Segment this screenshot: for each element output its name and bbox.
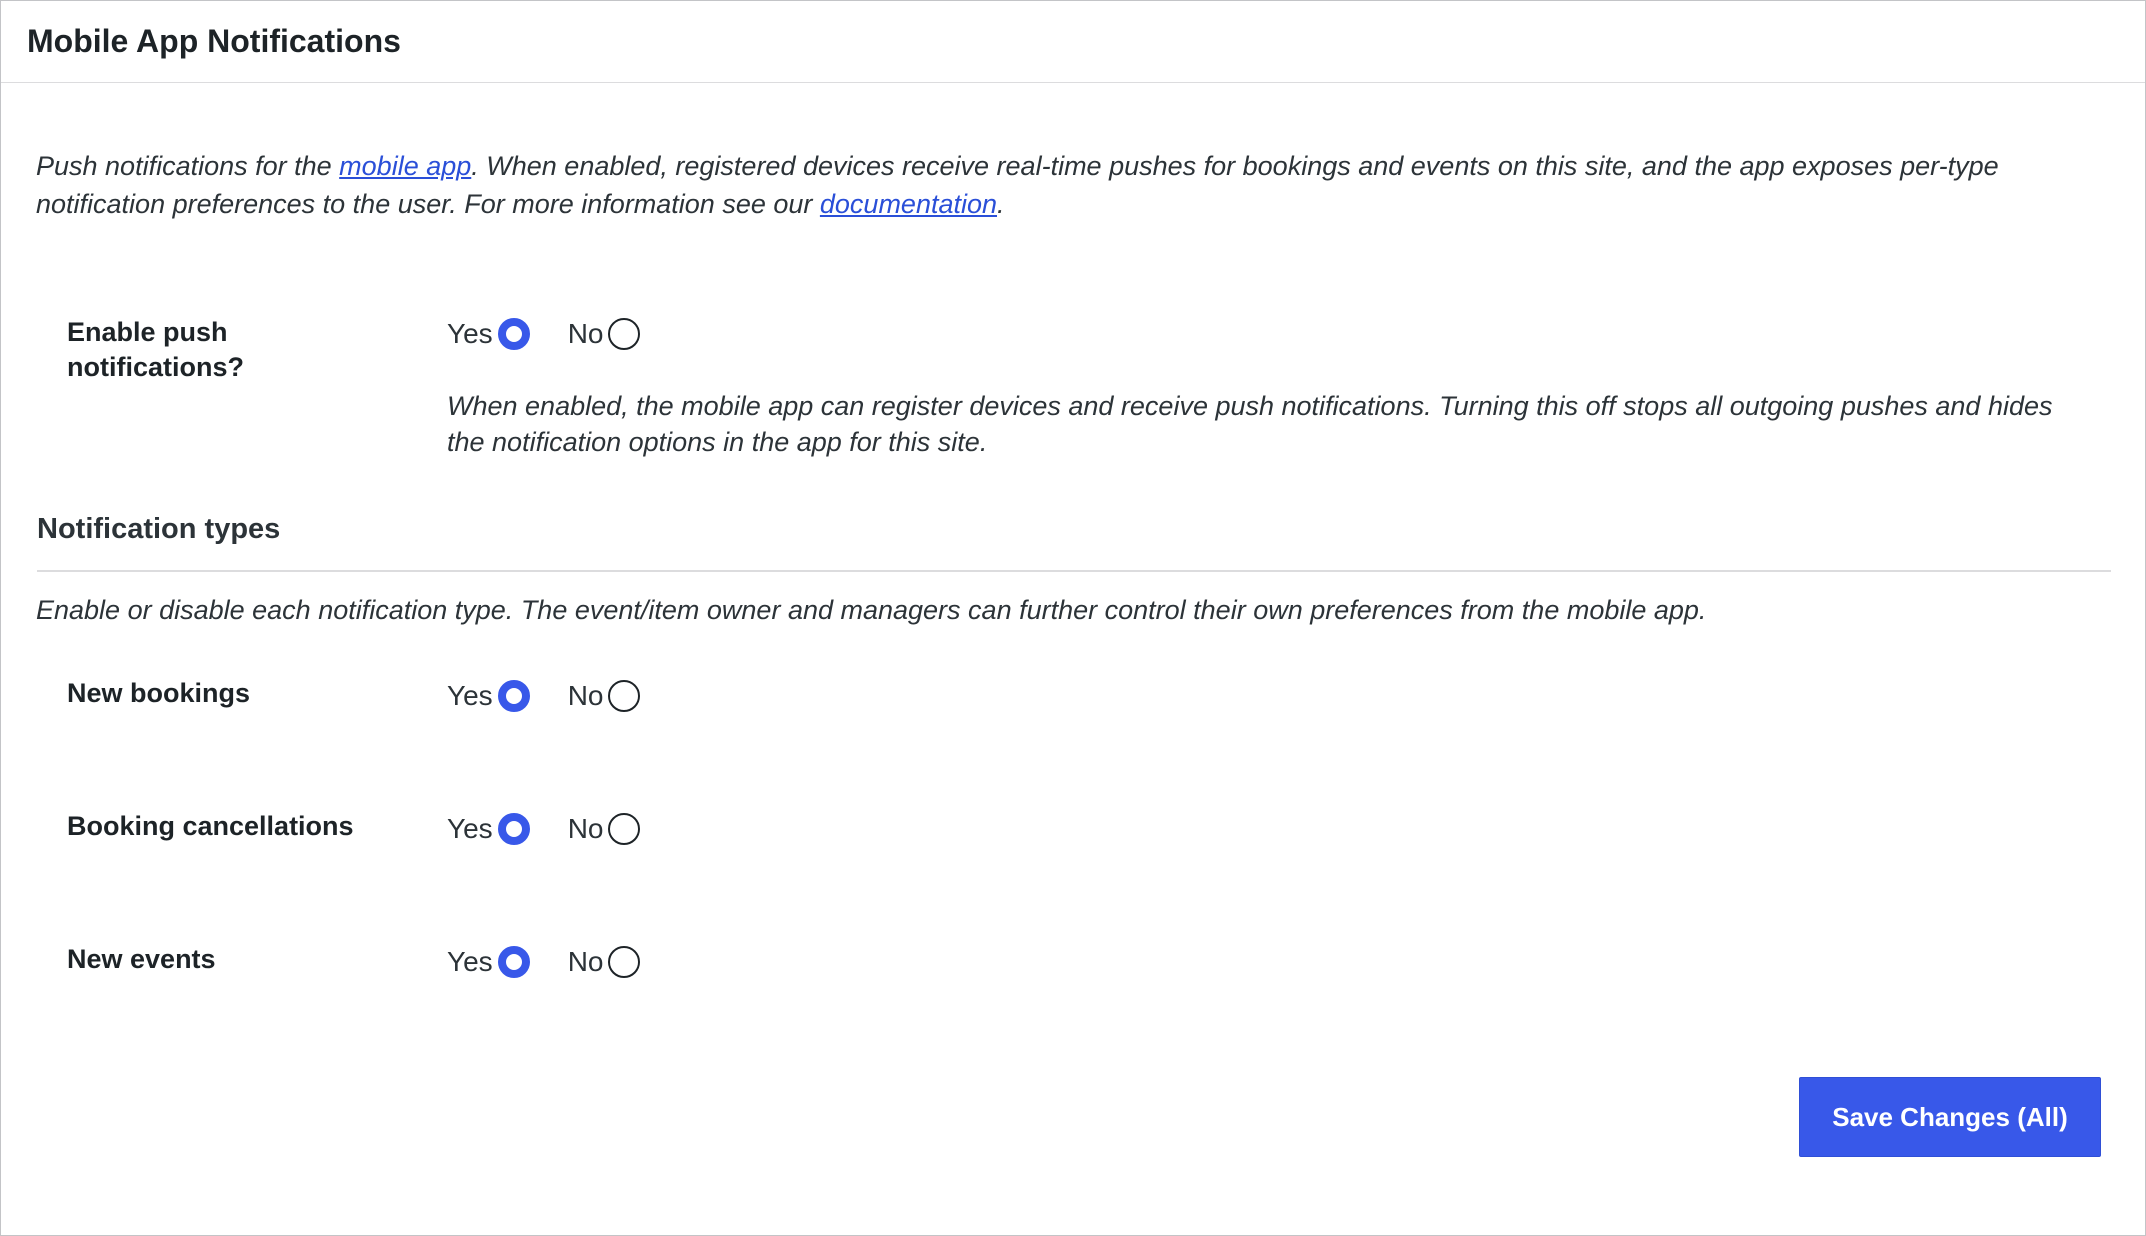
panel-title: Mobile App Notifications: [27, 23, 401, 59]
new-bookings-no-option[interactable]: [568, 678, 641, 714]
booking-cancellations-no-radio[interactable]: [608, 813, 640, 845]
enable-push-yes-radio[interactable]: [498, 318, 530, 350]
section-divider: [37, 570, 2111, 572]
new-bookings-yes-label: Yes: [447, 680, 493, 711]
mobile-app-link[interactable]: mobile app: [339, 151, 472, 181]
new-bookings-yes-radio[interactable]: [498, 680, 530, 712]
enable-push-yes-label: Yes: [447, 318, 493, 349]
new-events-radio-group: [447, 942, 640, 982]
enable-push-label: Enable push notifications?: [67, 317, 244, 382]
booking-cancellations-yes-option[interactable]: [447, 811, 530, 847]
panel-header: [1, 1, 2145, 83]
enable-push-description: When enabled, the mobile app can register devices and receive push notifications. Turning this off stops all outgoing pushes and hides the notification options in the app for this site.: [447, 391, 2053, 457]
booking-cancellations-yes-label: Yes: [447, 813, 493, 844]
enable-push-no-option[interactable]: [568, 316, 641, 352]
booking-cancellations-label: Booking cancellations: [67, 811, 354, 841]
new-events-label: New events: [67, 944, 216, 974]
new-events-yes-radio[interactable]: [498, 946, 530, 978]
enable-push-radio-group: [447, 314, 640, 354]
notification-types-description: Enable or disable each notification type. The event/item owner and managers can further control their own preferences from the mobile app.: [36, 595, 1707, 625]
intro-text-after: .: [997, 189, 1005, 219]
booking-cancellations-no-label: No: [567, 813, 604, 844]
new-events-no-label: No: [567, 946, 604, 977]
intro-text-before: Push notifications for the: [36, 151, 340, 181]
new-bookings-no-label: No: [567, 680, 604, 711]
enable-push-yes-option[interactable]: [447, 316, 530, 352]
new-events-no-radio[interactable]: [608, 946, 640, 978]
new-bookings-label: New bookings: [67, 678, 251, 708]
notification-types-heading: Notification types: [37, 513, 281, 545]
documentation-link[interactable]: documentation: [819, 189, 998, 219]
new-events-yes-option[interactable]: [447, 944, 530, 980]
booking-cancellations-no-option[interactable]: [568, 811, 641, 847]
intro-description: [36, 147, 2096, 223]
enable-push-no-radio[interactable]: [608, 318, 640, 350]
new-bookings-radio-group: [447, 676, 640, 716]
new-bookings-no-radio[interactable]: [608, 680, 640, 712]
new-events-yes-label: Yes: [447, 946, 493, 977]
enable-push-no-label: No: [567, 318, 604, 349]
booking-cancellations-yes-radio[interactable]: [498, 813, 530, 845]
new-bookings-yes-option[interactable]: [447, 678, 530, 714]
booking-cancellations-radio-group: [447, 809, 640, 849]
intro-text-middle: . When enabled, registered devices receive real-time pushes for bookings and events on this site, and the app exposes per-type notification preferences to the user. For more information see our: [36, 151, 1999, 219]
new-events-no-option[interactable]: [568, 944, 641, 980]
save-changes-button[interactable]: Save Changes (All): [1799, 1077, 2101, 1157]
